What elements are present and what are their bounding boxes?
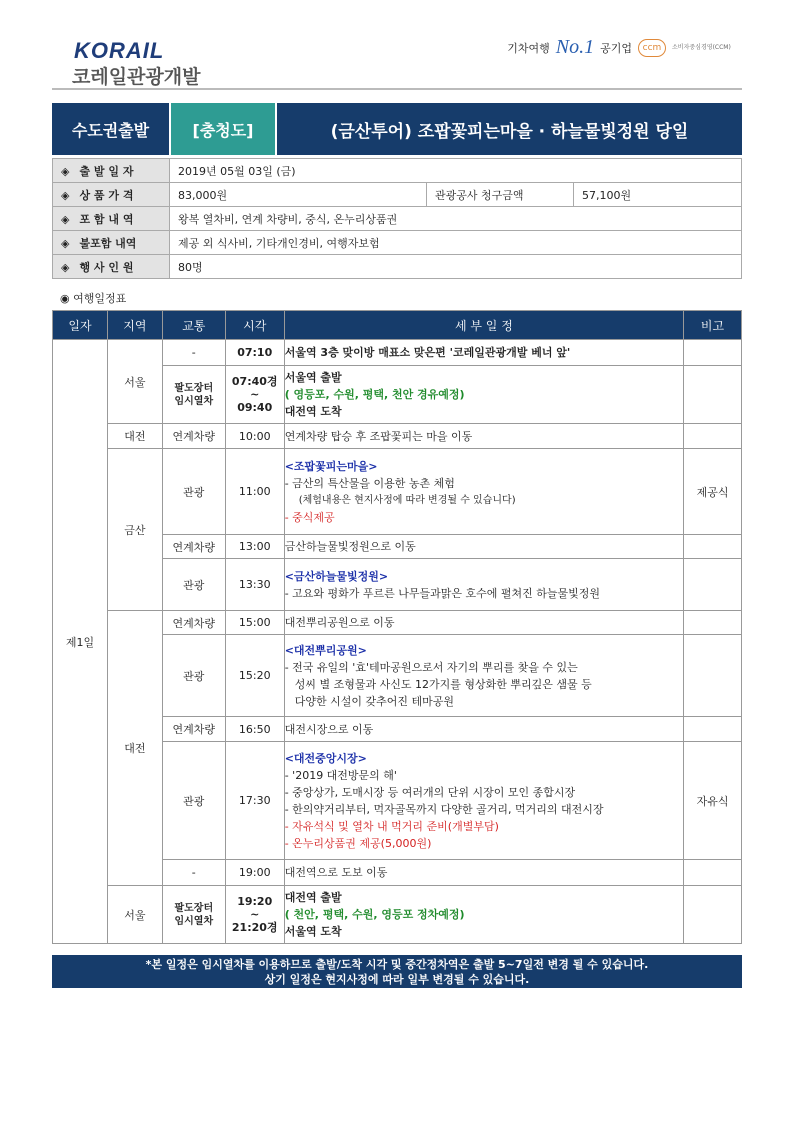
transport-cell: 관광 [162, 559, 225, 611]
transport-cell: 연계차량 [162, 535, 225, 559]
info-row-exclude [53, 231, 742, 255]
claim-value: 57,100원 [574, 183, 742, 207]
detail-line: - 중앙상가, 도매시장 등 여러개의 단위 시장이 모인 종합시장 [284, 785, 576, 799]
detail-cell: 연계차량 탑승 후 조팝꽃피는 마을 이동 [284, 424, 683, 449]
detail-line: 서울역 출발 [284, 371, 342, 384]
header-day: 일자 [53, 311, 108, 340]
header-region: 지역 [107, 311, 162, 340]
time-cell: 07:40경 ~ 09:40 [225, 366, 284, 424]
time-cell: 11:00 [225, 449, 284, 535]
time-cell: 15:00 [225, 611, 284, 635]
detail-line: <금산하늘물빛정원> [284, 569, 389, 583]
transport-cell: 연계차량 [162, 424, 225, 449]
detail-cell [284, 635, 683, 717]
header-divider [52, 88, 742, 90]
table-row [53, 611, 742, 635]
detail-cell: 금산하늘물빛정원으로 이동 [284, 535, 683, 559]
diamond-icon: ◈ [61, 236, 70, 250]
exclude-value: 제공 외 식사비, 기타개인경비, 여행자보험 [170, 231, 742, 255]
itinerary-label: ◉ 여행일정표 [60, 292, 127, 305]
time-cell: 19:20 ~ 21:20경 [225, 886, 284, 944]
detail-line: - 중식제공 [284, 510, 335, 524]
table-row [53, 886, 742, 944]
ccm-logo: ccm [638, 39, 666, 57]
title-region: [충청도] [169, 103, 275, 155]
include-label: 포 함 내 역 [79, 212, 134, 226]
detail-line: - 온누리상품권 제공(5,000원) [284, 836, 432, 850]
day-cell: 제1일 [53, 340, 108, 944]
schedule-header-row [53, 311, 742, 340]
note-cell [684, 717, 742, 742]
detail-line: <대전뿌리공원> [284, 643, 367, 657]
title-category: 수도권출발 [52, 103, 169, 155]
date-value: 2019년 05월 03일 (금) [170, 159, 742, 183]
page-header [52, 30, 742, 92]
header-time: 시각 [225, 311, 284, 340]
note-cell [684, 635, 742, 717]
exclude-label: 불포함 내역 [79, 236, 137, 250]
detail-line: - 한의약거리부터, 먹자골목까지 다양한 골거리, 먹거리의 대전시장 [284, 802, 604, 816]
transport-cell: 팔도장터 임시열차 [162, 366, 225, 424]
transport-cell: 팔도장터 임시열차 [162, 886, 225, 944]
table-row [53, 449, 742, 535]
tag-prefix: 기차여행 [507, 41, 550, 55]
time-cell: 16:50 [225, 717, 284, 742]
price-value: 83,000원 [170, 183, 427, 207]
transport-cell: - [162, 860, 225, 886]
detail-cell [284, 886, 683, 944]
note-cell: 자유식 [684, 742, 742, 860]
detail-line: - 고요와 평화가 푸르른 나무들과맑은 호수에 펼쳐진 하늘물빛정원 [284, 586, 601, 600]
note-cell [684, 886, 742, 944]
footer-notice [52, 955, 742, 988]
title-bar [52, 103, 742, 155]
people-value: 80명 [170, 255, 742, 279]
transport-cell: 연계차량 [162, 717, 225, 742]
note-cell [684, 535, 742, 559]
price-label: 상 품 가 격 [79, 188, 134, 202]
detail-cell [284, 449, 683, 535]
time-cell: 13:00 [225, 535, 284, 559]
header-detail: 세 부 일 정 [284, 311, 683, 340]
include-value: 왕복 열차비, 연계 차량비, 중식, 온누리상품권 [170, 207, 742, 231]
diamond-icon: ◈ [61, 188, 70, 202]
detail-line: - 자유석식 및 열차 내 먹거리 준비(개별부담) [284, 819, 499, 833]
detail-cell: 대전뿌리공원으로 이동 [284, 611, 683, 635]
table-row [53, 424, 742, 449]
tag-no1: No.1 [555, 36, 595, 58]
time-cell: 07:10 [225, 340, 284, 366]
note-cell: 제공식 [684, 449, 742, 535]
detail-cell [284, 742, 683, 860]
time-cell: 17:30 [225, 742, 284, 860]
time-cell: 10:00 [225, 424, 284, 449]
tag-suffix: 공기업 [600, 41, 632, 55]
schedule-table [52, 310, 742, 944]
ccm-caption: 소비자중심경영(CCM) [672, 44, 731, 51]
detail-cell [284, 366, 683, 424]
detail-line: 대전역 출발 [284, 891, 342, 904]
header-transport: 교통 [162, 311, 225, 340]
info-row-date [53, 159, 742, 183]
note-cell [684, 611, 742, 635]
detail-cell: 대전시장으로 이동 [284, 717, 683, 742]
header-badge [507, 36, 742, 59]
detail-line: <대전중앙시장> [284, 751, 367, 765]
footer-line-2: 상기 일정은 현지사정에 따라 일부 변경될 수 있습니다. [264, 973, 530, 986]
note-cell [684, 860, 742, 886]
region-cell: 금산 [107, 449, 162, 611]
note-cell [684, 340, 742, 366]
table-row [53, 340, 742, 366]
detail-line: 대전역 도착 [284, 405, 342, 418]
detail-cell [284, 559, 683, 611]
region-cell: 서울 [107, 340, 162, 424]
time-cell: 15:20 [225, 635, 284, 717]
detail-line: 서울역 도착 [284, 925, 342, 938]
info-row-people [53, 255, 742, 279]
info-row-price [53, 183, 742, 207]
company-name: 코레일관광개발 [72, 66, 201, 88]
region-cell: 대전 [107, 611, 162, 886]
header-note: 비고 [684, 311, 742, 340]
transport-cell: 관광 [162, 449, 225, 535]
korail-logo: KORAIL [74, 38, 165, 63]
time-cell: 13:30 [225, 559, 284, 611]
detail-line: 성씨 별 조형물과 사신도 12가지를 형상화한 뿌리깊은 샘물 등 [294, 677, 592, 691]
people-label: 행 사 인 원 [79, 260, 134, 274]
transport-cell: - [162, 340, 225, 366]
info-row-include [53, 207, 742, 231]
note-cell [684, 559, 742, 611]
detail-line: - 금산의 특산물을 이용한 농촌 체험 [284, 476, 455, 490]
transport-cell: 관광 [162, 742, 225, 860]
detail-line: - '2019 대전방문의 해' [284, 768, 397, 782]
footer-line-1: *본 일정은 임시열차를 이용하므로 출발/도착 시각 및 중간정차역은 출발 5~7일전 변경 될 수 있습니다. [145, 958, 649, 971]
detail-line: (체험내용은 현지사정에 따라 변경될 수 있습니다) [298, 494, 516, 506]
info-table [52, 158, 742, 279]
note-cell [684, 366, 742, 424]
detail-line: ( 영등포, 수원, 평택, 천안 경유예정) [284, 388, 465, 401]
diamond-icon: ◈ [61, 260, 70, 274]
detail-line: 다양한 시설이 갖추어진 테마공원 [294, 694, 454, 708]
claim-label: 관광공사 청구금액 [427, 183, 574, 207]
detail-cell: 대전역으로 도보 이동 [284, 860, 683, 886]
detail-line: - 전국 유일의 '효'테마공원으로서 자기의 뿌리를 찾을 수 있는 [284, 660, 578, 674]
date-label: 출 발 일 자 [79, 164, 134, 178]
title-product-name: (금산투어) 조팝꽃피는마을 · 하늘물빛정원 당일 [275, 103, 742, 155]
transport-cell: 관광 [162, 635, 225, 717]
diamond-icon: ◈ [61, 212, 70, 226]
diamond-icon: ◈ [61, 164, 70, 178]
time-cell: 19:00 [225, 860, 284, 886]
note-cell [684, 424, 742, 449]
transport-cell: 연계차량 [162, 611, 225, 635]
detail-cell: 서울역 3층 맞이방 매표소 맞은편 '코레일관광개발 베너 앞' [284, 340, 683, 366]
region-cell: 서울 [107, 886, 162, 944]
detail-line: <조팝꽃피는마을> [284, 459, 378, 473]
detail-line: ( 천안, 평택, 수원, 영등포 정차예정) [284, 908, 465, 921]
region-cell: 대전 [107, 424, 162, 449]
